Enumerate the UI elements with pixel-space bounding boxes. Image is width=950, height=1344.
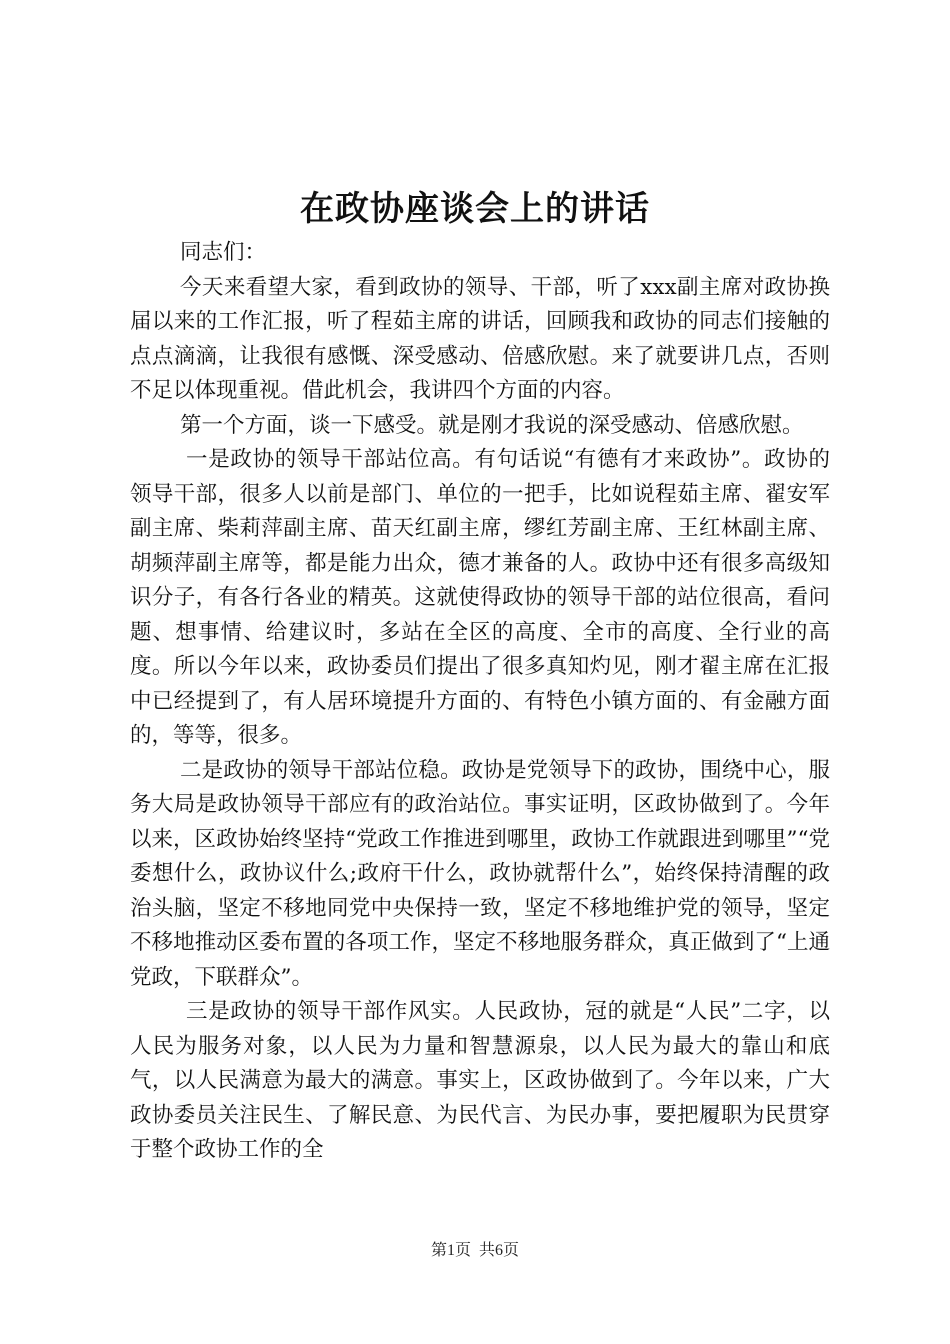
page-footer bbox=[0, 1240, 950, 1262]
paragraph-section-one: 第一个方面，谈一下感受。就是刚才我说的深受感动、倍感欣慰。 bbox=[180, 412, 804, 438]
paragraph-point-one: 一是政协的领导干部站位高。有句话说“有德有才来政协”。政协的领导干部，很多人以前是部门、单位的一把手，比如说程茹主席、翟安军副主席、柴莉萍副主席、苗天红副主席，缪红芳副主席、王红林副主席、胡频萍副主席等，都是能力出众，德才兼备的人。政协中还有很多高级知识分子，有各行各业的精英。这就使得政协的领导干部的站位很高，看问题、想事情、给建议时，多站在全区的高度、全市的高度、全行业的高度。所以今年以来，政协委员们提出了很多真知灼见，刚才翟主席在汇报中已经提到了，有人居环境提升方面的、有特色小镇方面的、有金融方面的，等等，很多。 bbox=[130, 447, 830, 748]
document-body bbox=[130, 236, 830, 1168]
document-title: 在政协座谈会上的讲话 bbox=[300, 189, 650, 229]
footer-spacer bbox=[471, 1242, 479, 1259]
paragraph-point-two: 二是政协的领导干部站位稳。政协是党领导下的政协，围绕中心，服务大局是政协领导干部应有的政治站位。事实证明，区政协做到了。今年以来，区政协始终坚持“党政工作推进到哪里，政协工作就跟进到哪里”“党委想什么，政协议什么;政府干什么，政协就帮什么”，始终保持清醒的政治头脑，坚定不移地同党中央保持一致，坚定不移地维护党的领导，坚定不移地推动区委布置的各项工作，坚定不移地服务群众，真正做到了“上通党政，下联群众”。 bbox=[130, 757, 830, 990]
paragraph-intro: 今天来看望大家，看到政协的领导、干部，听了xxx副主席对政协换届以来的工作汇报，听了程茹主席的讲话，回顾我和政协的同志们接触的点点滴滴，让我很有感慨、深受感动、倍感欣慰。来了就要讲几点，否则不足以体现重视。借此机会，我讲四个方面的内容。 bbox=[130, 274, 830, 403]
page-number: 第1页 bbox=[430, 1242, 471, 1259]
salutation: 同志们： bbox=[180, 240, 267, 265]
page-total: 共6页 bbox=[479, 1242, 520, 1259]
paragraph-point-three: 三是政协的领导干部作风实。人民政协，冠的就是“人民”二字，以人民为服务对象，以人民为力量和智慧源泉，以人民为最大的靠山和底气，以人民满意为最大的满意。事实上，区政协做到了。今年以来，广大政协委员关注民生、了解民意、为民代言、为民办事，要把履职为民贯穿于整个政协工作的全 bbox=[130, 999, 830, 1162]
